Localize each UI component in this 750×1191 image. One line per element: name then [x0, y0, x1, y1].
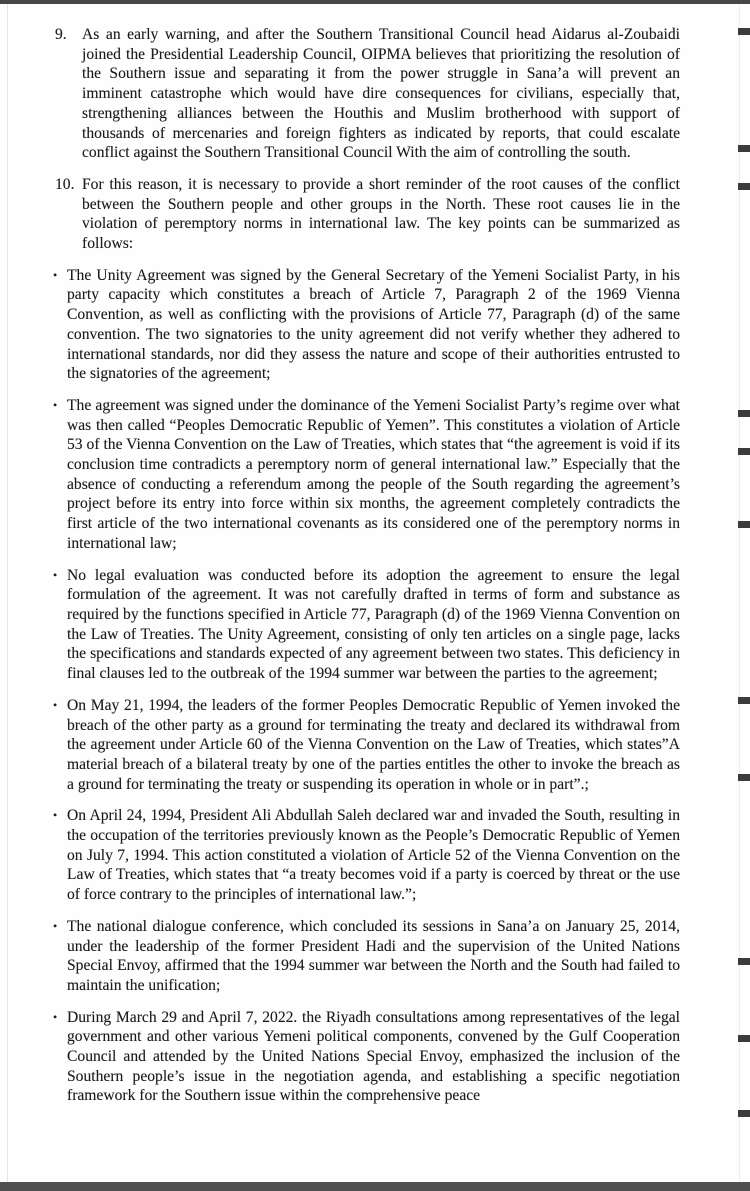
paragraph-number: 9. [55, 26, 67, 43]
bullet-icon: • [53, 397, 58, 412]
bullet-text: The agreement was signed under the dominance of the Yemeni Socialist Party’s regime over what was then called “Peoples Democratic Republic of Yemen”. This constitutes a violation of Article 53 of the Vienna Convention on the Law of Treaties, which states that “the agreement is void if its conclusion time contradicts a peremptory norm of general international law.” Especially that the absence of conducting a referendum among the people of the South regarding the agreement’s project before its entry into force within six months, the agreement completely contradicts the first article of the two international covenants as its considered one of the peremptory norms in international law; [67, 396, 680, 552]
bullet-text: On May 21, 1994, the leaders of the former Peoples Democratic Republic of Yemen invoked the breach of the other party as a ground for terminating the treaty and declared its withdrawal from the agreement under Article 60 of the Vienna Convention on the Law of Treaties, which states”A material breach of a bilateral treaty by one of the parties entitles the other to invoke the breach as a ground for terminating the treaty or suspending its operation in whole or in part”.; [67, 696, 680, 793]
scan-edge-mark [738, 448, 750, 455]
scan-edge-mark [738, 410, 750, 417]
bullet-item-april-24-1994-war [53, 806, 680, 905]
numbered-paragraph-9 [55, 25, 680, 163]
scan-edge-mark [738, 145, 750, 152]
document-body [0, 25, 750, 1118]
scan-edge-mark [738, 958, 750, 965]
bullet-item-may-21-1994-withdrawal [53, 696, 680, 795]
bullet-icon: • [53, 918, 58, 933]
bullet-text: The Unity Agreement was signed by the General Secretary of the Yemeni Socialist Party, in his party capacity which constitutes a breach of Article 7, Paragraph 2 of the 1969 Vienna Convention, as well as conflicting with the provisions of Article 77, Paragraph (d) of the same convention. The two signatories to the unity agreement did not verify whether they adhered to international standards, nor did they assess the nature and scope of their authorities entrusted to the signatories of the agreement; [67, 266, 680, 383]
bullet-icon: • [53, 267, 58, 282]
scan-edge-mark [738, 1035, 750, 1042]
scan-edge-mark [738, 774, 750, 781]
scan-top-edge-line [0, 0, 750, 4]
bullet-icon: • [53, 1009, 58, 1024]
paragraph-number: 10. [55, 175, 75, 193]
scan-edge-mark [738, 28, 750, 35]
scan-edge-mark [738, 1110, 750, 1117]
paragraph-text: For this reason, it is necessary to provide a short reminder of the root causes of the conflict between the Southern people and other groups in the North. These root causes lie in the violation of peremptory norms in international law. The key points can be summarized as follows: [82, 175, 680, 253]
bullet-text: No legal evaluation was conducted before its adoption the agreement to ensure the legal formulation of the agreement. It was not carefully drafted in terms of form and substance as required by the functions specified in Article 77, Paragraph (d) of the 1969 Vienna Convention on the Law of Treaties. The Unity Agreement, consisting of only ten articles on a single page, lacks the specifications and standards expected of any agreement between two states. This deficiency in final clauses led to the outbreak of the 1994 summer war between the parties to the agreement; [67, 566, 680, 683]
bullet-icon: • [53, 697, 58, 712]
bullet-item-national-dialogue-conference [53, 917, 680, 996]
scan-bottom-edge-bar [0, 1182, 750, 1191]
scan-edge-mark [738, 183, 750, 190]
numbered-paragraph-10 [55, 175, 680, 254]
bullet-text: The national dialogue conference, which concluded its sessions in Sana’a on January 25, 2014, under the leadership of the former President Hadi and the supervision of the United Nations Special Envoy, affirmed that the 1994 summer war between the North and the South had failed to maintain the unification; [67, 917, 680, 994]
bullet-icon: • [53, 808, 58, 823]
scan-edge-mark [738, 697, 750, 704]
scan-edge-mark [738, 521, 750, 528]
paragraph-text: As an early warning, and after the Southern Transitional Council head Aidarus al-Zoubaidi joined the Presidential Leadership Council, OIPMA believes that prioritizing the resolution of the Southern issue and separating it from the power struggle in Sana’a will prevent an imminent catastrophe which would have dire consequences for civilians, especially that, strengthening alliances between the Houthis and Muslim brotherhood with support of thousands of mercenaries and foreign fighters as indicated by reports, that could escalate conflict against the Southern Transitional Council With the aim of controlling the south. [82, 26, 680, 162]
bullet-item-unity-agreement-signing [53, 266, 680, 384]
bullet-item-socialist-party-dominance [53, 396, 680, 554]
bullet-icon: • [53, 567, 58, 582]
bullet-item-riyadh-consultations [53, 1008, 680, 1107]
bullet-text: On April 24, 1994, President Ali Abdullah Saleh declared war and invaded the South, resulting in the occupation of the territories previously known as the People’s Democratic Republic of Yemen on July 7, 1994. This action constituted a violation of Article 52 of the Vienna Convention on the Law of Treaties, which states that “a treaty becomes void if a party is coerced by threat or the use of force contrary to the principles of international law.”; [67, 807, 680, 904]
bullet-item-no-legal-evaluation [53, 566, 680, 684]
bullet-text: During March 29 and April 7, 2022. the Riyadh consultations among representatives of the legal government and other various Yemeni political components, convened by the Gulf Cooperation Council and attended by the United Nations Special Envoy, emphasized the inclusion of the Southern people’s issue in the negotiation agenda, and establishing a specific negotiation framework for the Southern issue within the comprehensive peace [67, 1008, 680, 1105]
